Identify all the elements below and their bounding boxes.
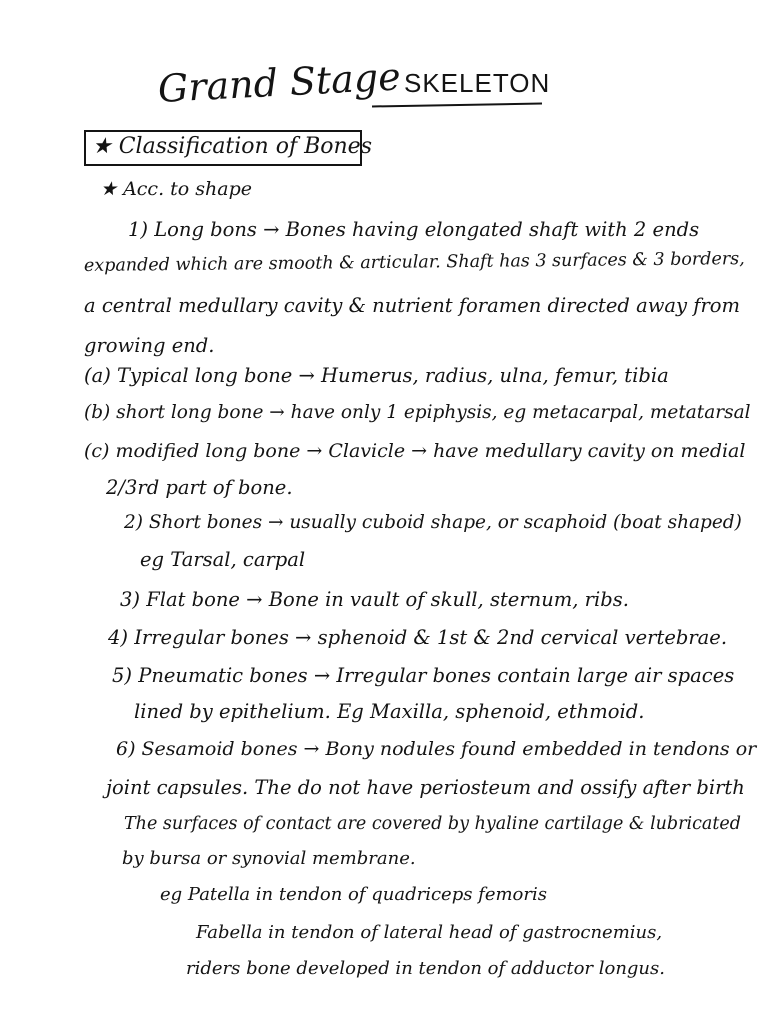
section-subheading: ★ Acc. to shape <box>100 178 252 200</box>
title-underline <box>372 103 542 108</box>
page-title: Grand Stage <box>156 54 402 111</box>
note-line: 4) Irregular bones → sphenoid & 1st & 2nd cervical vertebrae. <box>108 626 728 649</box>
note-line: eg Tarsal, carpal <box>140 548 306 571</box>
note-line: joint capsules. The do not have periosteum and ossify after birth <box>106 776 745 799</box>
note-line: by bursa or synovial membrane. <box>122 848 416 869</box>
note-line: (b) short long bone → have only 1 epiphysis, eg metacarpal, metatarsal <box>84 402 751 423</box>
note-line: (a) Typical long bone → Humerus, radius, ulna, femur, tibia <box>84 364 669 387</box>
note-line: 2/3rd part of bone. <box>106 476 293 499</box>
note-line: 2) Short bones → usually cuboid shape, or scaphoid (boat shaped) <box>124 512 742 533</box>
note-line: eg Patella in tendon of quadriceps femoris <box>160 884 547 905</box>
note-line: 3) Flat bone → Bone in vault of skull, sternum, ribs. <box>120 588 629 611</box>
note-line: a central medullary cavity & nutrient foramen directed away from <box>84 294 741 317</box>
note-line: growing end. <box>84 334 215 357</box>
page-subtitle: SKELETON <box>404 68 551 98</box>
note-line: 1) Long bons → Bones having elongated shaft with 2 ends <box>128 218 700 241</box>
note-line: The surfaces of contact are covered by hyaline cartilage & lubricated <box>124 814 741 834</box>
note-line: 6) Sesamoid bones → Bony nodules found embedded in tendons or <box>116 738 757 760</box>
note-line: 5) Pneumatic bones → Irregular bones contain large air spaces <box>112 664 735 687</box>
note-line: Fabella in tendon of lateral head of gastrocnemius, <box>196 922 663 943</box>
note-line: riders bone developed in tendon of adductor longus. <box>186 958 665 979</box>
note-line: (c) modified long bone → Clavicle → have medullary cavity on medial <box>84 440 746 462</box>
section-heading: ★ Classification of Bones <box>92 134 372 159</box>
note-line: lined by epithelium. Eg Maxilla, sphenoid, ethmoid. <box>134 700 645 723</box>
note-line: expanded which are smooth & articular. Shaft has 3 surfaces & 3 borders, <box>83 249 745 276</box>
